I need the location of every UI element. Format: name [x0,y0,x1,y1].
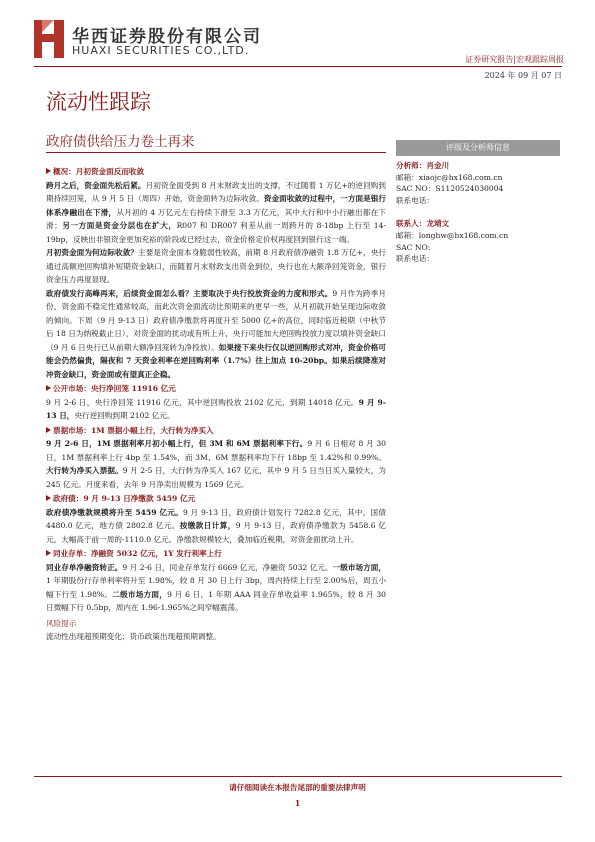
section-heading: 公开市场：央行净回笼 11916 亿元 [46,382,386,396]
section-heading: 票据市场：1M 票据小幅上行，大行转为净买入 [46,424,386,438]
subtitle-divider [46,152,386,153]
risk-heading: 风险提示 [46,618,77,628]
analyst-phone: 联系电话： [396,254,434,264]
paragraph: 跨月之后，资金面先松后紧。月初资金面受到 8 月末财政支出的支撑，不过随着 1 万亿+的逆回购到期持续回笼，从 9 月 5 日（周四）开始，资金面转为边际收敛。资金面收敛的过程中，一方面是银行体系净融出在下滑，从月初的 4 万亿元左右持续下滑至 3.3 万亿元，其中大行和中小行融出都在下滑；另一方面是资金分层也在扩大，R007 和 DR007 利差从前一周跨月的 8-18bp 上行至 14-19bp，反映出非银资金更加充裕的阶段或已经过去，资金价格定价权再度回到银行这一端。 [46,180,387,244]
report-date: 2024 年 09 月 07 日 [484,71,562,80]
analyst-email[interactable]: 邮箱：longhw@hx168.com.cn [396,230,509,240]
header-divider [34,66,562,67]
report-body [46,164,386,644]
paragraph: 9 月 2-6 日，1M 票据利率月初小幅上行，但 3M 和 6M 票据利率下行。9 月 6 日相对 8 月 30 日，1M 票据利率上行 4bp 至 1.54%，而 3M、6M 票据利率均下行 18bp 至 1.42%和 0.99%。大行转为净买入票据。9 月 2-5 日，大行转为净买入 167 亿元，其中 9 月 5 日当日买入量较大，为 245 亿元。月度来看，去年 9 月净卖出规模为 1569 亿元。 [46,439,386,489]
analyst-card [396,218,560,264]
section-arrow-icon [46,495,51,501]
legal-notice: 请仔细阅读在本报告尾部的重要法律声明 [229,783,366,792]
analyst-sac: SAC NO：S1120524030004 [396,184,504,194]
brand-name-en: HUAXI SECURITIES CO.,LTD. [72,44,250,57]
huaxi-logo-icon [34,20,64,58]
analyst-email[interactable]: 邮箱：xiaojc@hx168.com.cn [396,172,503,182]
section-heading: 同业存单：净融资 5032 亿元，1Y 发行利率上行 [46,547,386,561]
section-heading: 概况：月初资金面反而收敛 [46,165,386,179]
paragraph: 同业存单净融资转正。9 月 2-6 日，同业存单发行 6669 亿元，净融资 5032 亿元。一级市场方面，1 年期股份行存单利率将升至 1.98%，较 8 月 30 日上行 3bp，周内持续上行至 2.00%后，周五小幅下行至 1.98%。二级市场方面，9 月 6 日，1 年期 AAA 同业存单收益率 1.965%，较 8 月 30 日微幅下行 0.5bp，周内在 1.96-1.965%之间窄幅震荡。 [46,562,387,612]
paragraph: 政府债发行高峰再来，后续资金面怎么看？主要取决于央行投放资金的力度和形式。9 月作为跨季月份，资金面不稳定性通常较高，而此次资金面流动比预期来的更早一些，从月初就开始呈现边际收敛的倾向。下周（9 月 9-13 日）政府债净缴款将再度升至 5000 亿+的高位，同时临近税期（中秋节后 18 日为纳税截止日），对资金面的扰动或有所上升，央行可能加大逆回购投放力度以填补资金缺口（9 月 6 日央行已从前期大额净回笼转为净投放）。如果接下来央行仅以逆回购形式对冲，资金价格可能会仍然偏贵，隔夜和 7 天资金利率在逆回购利率（1.7%）往上加点 10-20bp。如果后续降准对冲资金缺口，资金面或有望真正企稳。 [46,288,387,379]
analyst-card [396,160,560,206]
page-subtitle: 政府债供给压力卷土再来 [46,134,195,150]
paragraph: 政府债净缴款规模将升至 5459 亿元。9 月 9-13 日，政府债计划发行 7282.8 亿元，其中，国债 4480.0 亿元，地方债 2802.8 亿元。按缴款日计算，9 月 9-13 日，政府债净缴款为 5458.6 亿元，大幅高于前一周的-1110.0 亿元。净缴款规模较大，叠加临近税期，对资金面扰动上升。 [46,507,387,544]
section-arrow-icon [46,385,51,391]
report-type: 证券研究报告|宏观跟踪周报 [465,55,564,64]
risk-text: 流动性出现超预期变化；货币政策出现超预期调整。 [46,632,221,641]
analyst-name: 联系人：龙靖文 [396,219,450,229]
section-arrow-icon [46,427,51,433]
analyst-phone: 联系电话： [396,195,434,205]
analyst-sidebar [396,140,560,265]
section-heading: 政府债：9 月 9-13 日净缴款 5459 亿元 [46,492,386,506]
analyst-sac: SAC NO: [396,242,431,252]
brand-name-cn: 华西证券股份有限公司 [72,27,262,47]
footer-divider [34,776,562,777]
page-number: 1 [294,798,301,808]
analyst-name: 分析师：肖金川 [396,161,450,170]
section-arrow-icon [46,168,51,174]
page-title: 流动性跟踪 [46,90,151,114]
header [34,14,564,64]
section-arrow-icon [46,550,51,556]
sidebar-title: 评级及分析师信息 [396,140,560,156]
paragraph: 月初资金面为何边际收敛？主要是资金面本身脆弱性较高，前期 8 月政府债净融资 1.8 万亿+，央行通过高额逆回购填补短期资金缺口，而随着月末财政支出资金到位，央行也在大额净回笼资金，银行资金压力再度显现。 [46,248,386,284]
paragraph: 9 月 2-6 日，央行净回笼 11916 亿元，其中逆回购投放 2102 亿元，到期 14018 亿元。9 月 9-13 日，央行逆回购到期 2102 亿元。 [46,397,386,420]
